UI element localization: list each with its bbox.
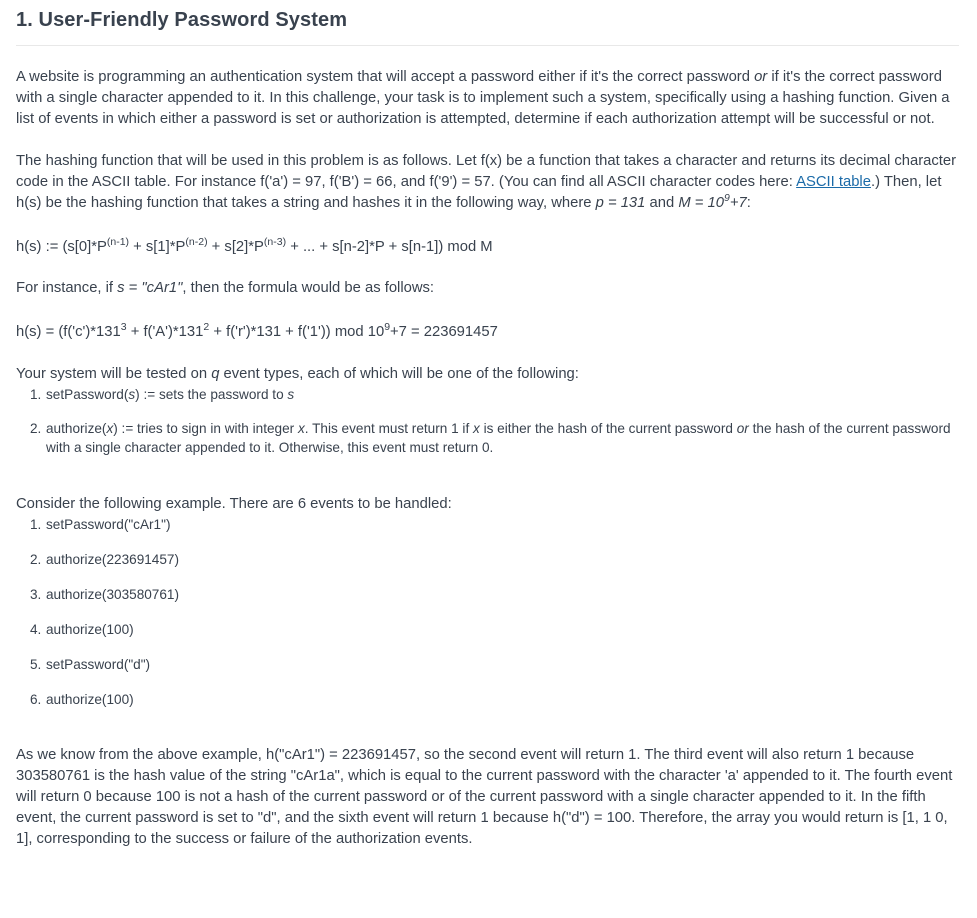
event-arg: x [106, 421, 114, 436]
example-event-text: authorize(303580761) [46, 587, 180, 602]
list-item [16, 690, 961, 709]
list-number: 4. [30, 622, 42, 637]
formula1-term4: + ... + s[n-2]*P + s[n-1]) mod M [286, 239, 493, 255]
p-definition: p = 131 [595, 195, 646, 211]
formula1-exp3: (n-3) [263, 236, 287, 248]
list-number: 6. [30, 692, 42, 707]
list-item [16, 655, 961, 674]
list-number: 5. [30, 657, 42, 672]
list-number: 2. [30, 552, 42, 567]
m-base: M = 10 [678, 195, 724, 211]
event-text: is either the hash of the current password [479, 421, 737, 436]
formula2-term1: h(s) = (f('c')*131 [16, 324, 121, 340]
problem-title: 1. User-Friendly Password System [16, 9, 348, 31]
events-intro-paragraph [16, 364, 961, 385]
event-text: setPassword( [46, 387, 129, 402]
event-text: authorize( [46, 421, 107, 436]
example-header: Consider the following example. There are 6 events to be handled: [16, 496, 452, 512]
title-divider [16, 45, 959, 46]
events-intro-b: event types, each of which will be one of the following: [219, 366, 579, 382]
event-text: the hash of the current password with a single character appended to it. Otherwise, this event must return 0. [46, 421, 951, 455]
hashing-text-b: .) Then, let h(s) be the hashing function that takes a string and hashes it in the following way, where [16, 174, 942, 211]
hashing-paragraph [16, 151, 961, 214]
formula2-exp3: 9 [384, 321, 391, 333]
example-intro-a: For instance, if [16, 280, 118, 296]
event-or-emphasis: or [736, 421, 749, 436]
event-arg: s [128, 387, 136, 402]
list-item [16, 515, 961, 534]
explanation-paragraph: As we know from the above example, h("cAr1") = 223691457, so the second event will return 1. The third event will also return 1 because 303580761 is the hash value of the string "cAr1a", which is equal to the current password with the character 'a' appended to it. The fourth event will return 0 because 100 is not a hash of the current password or of the current password with a single character appended to it. In the fifth event, the current password is set to "d", and the sixth event will return 1 because h("d") = 100. Therefore, the array you would return is [1, 1 0, 1], corresponding to the success or failure of the authorization events. [16, 747, 953, 847]
event-arg: s [287, 387, 295, 402]
list-item [16, 585, 961, 604]
example-event-text: setPassword("cAr1") [46, 517, 171, 532]
intro-text-a: A website is programming an authentication system that will accept a password either if it's the correct password [16, 69, 755, 85]
event-text: ) := tries to sign in with integer [113, 421, 298, 436]
hashing-and: and [645, 195, 679, 211]
example-intro-b: , then the formula would be as follows: [182, 280, 435, 296]
m-definition [678, 192, 747, 211]
formula2-term4: +7 = 223691457 [390, 324, 498, 340]
formula2-exp1: 3 [120, 321, 127, 333]
formula2-term2: + f('A')*131 [126, 324, 204, 340]
event-text: . This event must return 1 if [304, 421, 474, 436]
example-event-text: authorize(100) [46, 692, 134, 707]
formula1-term2: + s[1]*P [129, 239, 186, 255]
example-event-text: setPassword("d") [46, 657, 151, 672]
example-event-text: authorize(223691457) [46, 552, 180, 567]
intro-text-b: if it's the correct password with a single character appended to it. In this challenge, your task is to implement such a system, specifically using a hashing function. Given a list of events in which either a password is set or authorization is attempted, determine if each authorization attempt will be successful or not. [16, 69, 950, 127]
hashing-colon: : [746, 195, 751, 211]
intro-or-emphasis: or [754, 69, 768, 85]
example-events-list [16, 515, 961, 709]
formula1-term3: + s[2]*P [207, 239, 264, 255]
example-formula [16, 322, 961, 343]
formula1-exp1: (n-1) [106, 236, 130, 248]
example-s-value: s = "cAr1" [117, 280, 183, 296]
events-intro-a: Your system will be tested on [16, 366, 212, 382]
list-number: 3. [30, 587, 42, 602]
m-tail: +7 [729, 195, 747, 211]
event-types-list [16, 385, 961, 457]
ascii-table-link[interactable]: ASCII table [796, 174, 871, 190]
list-item [16, 550, 961, 569]
formula1-term1: h(s) := (s[0]*P [16, 239, 107, 255]
m-exponent: 9 [723, 192, 730, 204]
intro-paragraph [16, 67, 961, 130]
formula1-exp2: (n-2) [185, 236, 208, 248]
event-text: ) := sets the password to [135, 387, 288, 402]
hash-formula [16, 237, 961, 258]
formula2-exp2: 2 [203, 321, 210, 333]
event-arg: x [297, 421, 305, 436]
list-item [16, 620, 961, 639]
hashing-text-a: The hashing function that will be used in this problem is as follows. Let f(x) be a function that takes a character and returns its decimal character code in the ASCII table. For instance f('a') = 97, f('B') = 66, and f('9') = 57. (You can find all ASCII character codes here: [16, 153, 957, 190]
list-item [16, 419, 961, 457]
list-number: 2. [30, 421, 42, 436]
list-number: 1. [30, 387, 42, 402]
events-q: q [211, 366, 220, 382]
list-item [16, 385, 961, 404]
example-event-text: authorize(100) [46, 622, 134, 637]
example-intro-paragraph [16, 278, 961, 299]
list-number: 1. [30, 517, 42, 532]
formula2-term3: + f('r')*131 + f('1')) mod 10 [209, 324, 385, 340]
event-arg: x [473, 421, 480, 436]
